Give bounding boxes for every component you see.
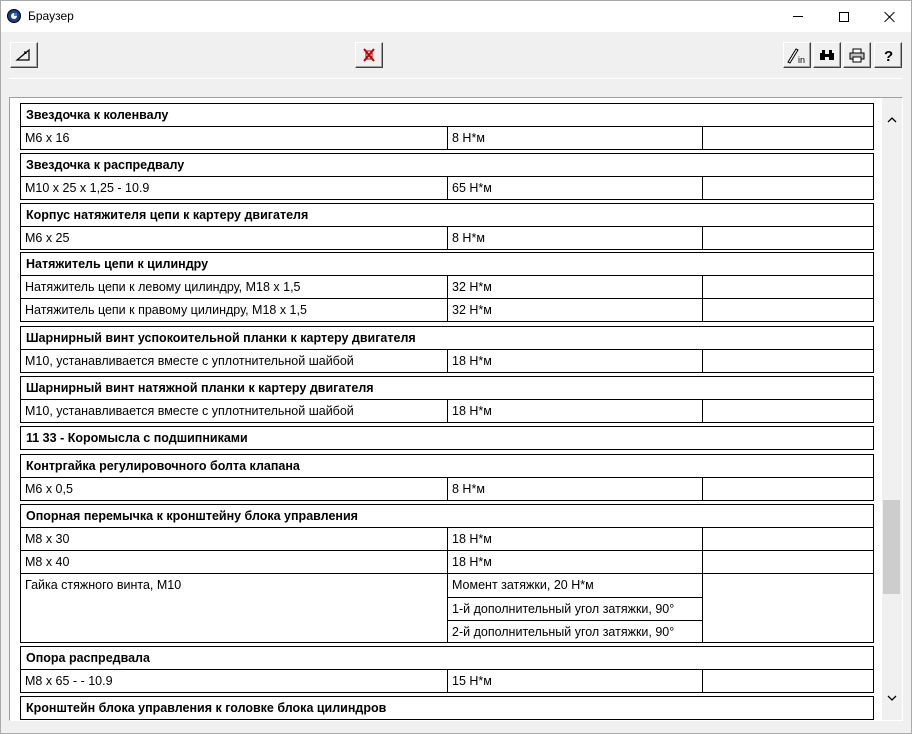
minimize-icon (793, 16, 803, 17)
corner-back-icon (15, 48, 33, 62)
fastener-spec: M8 x 40 (21, 551, 448, 573)
fastener-spec: Натяжитель цепи к правому цилиндру, M18 x 1,5 (21, 299, 448, 321)
group-title: Звездочка к коленвалу (26, 108, 169, 122)
table-row (21, 399, 873, 422)
table-row (21, 298, 873, 321)
toolbar-divider (9, 78, 902, 79)
empty-cell (703, 528, 873, 550)
table-row (21, 573, 873, 642)
group-title: Шарнирный винт успокоительной планки к картеру двигателя (26, 331, 416, 345)
empty-cell (703, 227, 873, 249)
table-row (21, 126, 873, 149)
torque-value: 8 Н*м (448, 478, 703, 500)
group-title: Шарнирный винт натяжной планки к картеру двигателя (26, 381, 374, 395)
fastener-spec: M10 x 25 x 1,25 - 10.9 (21, 177, 448, 199)
torque-value: 32 Н*м (448, 276, 703, 298)
search-button[interactable] (813, 42, 841, 68)
torque-value: 15 Н*м (448, 670, 703, 692)
app-logo-icon (7, 9, 21, 23)
torque-step: 1-й дополнительный угол затяжки, 90° (448, 597, 702, 620)
printer-icon (848, 48, 866, 63)
table-row (21, 669, 873, 692)
group-title: Опора распредвала (26, 651, 150, 665)
table-row (21, 550, 873, 573)
torque-value: 18 Н*м (448, 400, 703, 422)
close-icon (884, 11, 896, 23)
stop-button[interactable] (355, 42, 383, 68)
group-title: Корпус натяжителя цепи к картеру двигателя (26, 208, 309, 222)
group-title: 11 33 - Коромысла с подшипниками (26, 431, 248, 445)
window-title: Браузер (28, 9, 74, 23)
torque-group (20, 203, 874, 250)
index-in-icon (786, 46, 808, 64)
empty-cell (703, 276, 873, 298)
torque-step: 2-й дополнительный угол затяжки, 90° (448, 620, 702, 642)
scroll-up-button[interactable] (882, 110, 902, 130)
empty-cell (703, 400, 873, 422)
toolbar (1, 32, 911, 80)
group-title: Опорная перемычка к кронштейну блока управления (26, 509, 358, 523)
table-row (21, 349, 873, 372)
torque-table (10, 98, 882, 720)
binoculars-icon (818, 48, 836, 62)
back-button[interactable] (10, 42, 38, 68)
fastener-spec: M6 x 0,5 (21, 478, 448, 500)
maximize-button[interactable] (821, 1, 867, 32)
fastener-spec: M8 x 30 (21, 528, 448, 550)
help-button[interactable] (874, 42, 902, 68)
content-panel (9, 97, 903, 721)
empty-cell (703, 177, 873, 199)
torque-group (20, 103, 874, 150)
vertical-scrollbar[interactable] (882, 98, 902, 720)
torque-group (20, 454, 874, 501)
svg-text:?: ? (884, 48, 894, 63)
empty-cell (703, 299, 873, 321)
close-button[interactable] (867, 1, 912, 32)
torque-value: 18 Н*м (448, 551, 703, 573)
group-title: Контргайка регулировочного болта клапана (26, 459, 300, 473)
title-bar (1, 1, 911, 32)
torque-value: 65 Н*м (448, 177, 703, 199)
empty-cell (703, 350, 873, 372)
fastener-spec: M8 x 65 - - 10.9 (21, 670, 448, 692)
torque-step: Момент затяжки, 20 Н*м (452, 578, 594, 592)
group-title: Кронштейн блока управления к головке блока цилиндров (26, 701, 387, 715)
fastener-spec: M10, устанавливается вместе с уплотнительной шайбой (21, 400, 448, 422)
index-button[interactable] (783, 42, 811, 68)
scroll-down-button[interactable] (882, 688, 902, 708)
fastener-spec: M6 x 16 (21, 127, 448, 149)
torque-group (20, 696, 874, 720)
red-x-icon (361, 47, 377, 63)
torque-value: 32 Н*м (448, 299, 703, 321)
torque-group (20, 376, 874, 423)
fastener-spec: M6 x 25 (21, 227, 448, 249)
torque-value: 18 Н*м (448, 350, 703, 372)
table-row (21, 176, 873, 199)
chevron-up-icon (887, 117, 897, 123)
table-row (21, 527, 873, 550)
empty-cell (703, 670, 873, 692)
svg-text:in: in (798, 55, 806, 64)
empty-cell (703, 574, 873, 642)
chevron-down-icon (887, 695, 897, 701)
scroll-thumb[interactable] (883, 500, 900, 594)
fastener-spec: Гайка стяжного винта, M10 (21, 574, 448, 642)
table-row (21, 477, 873, 500)
torque-group (20, 504, 874, 643)
fastener-spec: Натяжитель цепи к левому цилиндру, M18 x 1,5 (21, 276, 448, 298)
fastener-spec: M10, устанавливается вместе с уплотнительной шайбой (21, 350, 448, 372)
table-row (21, 275, 873, 298)
torque-steps (448, 574, 703, 642)
torque-group (20, 426, 874, 450)
maximize-icon (839, 12, 849, 22)
empty-cell (703, 551, 873, 573)
print-button[interactable] (843, 42, 871, 68)
empty-cell (703, 478, 873, 500)
minimize-button[interactable] (775, 1, 821, 32)
torque-value: 18 Н*м (448, 528, 703, 550)
empty-cell (703, 127, 873, 149)
torque-group (20, 646, 874, 693)
torque-group (20, 326, 874, 373)
group-title: Звездочка к распредвалу (26, 158, 185, 172)
torque-group (20, 153, 874, 200)
torque-group (20, 252, 874, 322)
table-row (21, 226, 873, 249)
help-icon (881, 47, 895, 63)
torque-value: 8 Н*м (448, 127, 703, 149)
torque-value: 8 Н*м (448, 227, 703, 249)
group-title: Натяжитель цепи к цилиндру (26, 257, 209, 271)
